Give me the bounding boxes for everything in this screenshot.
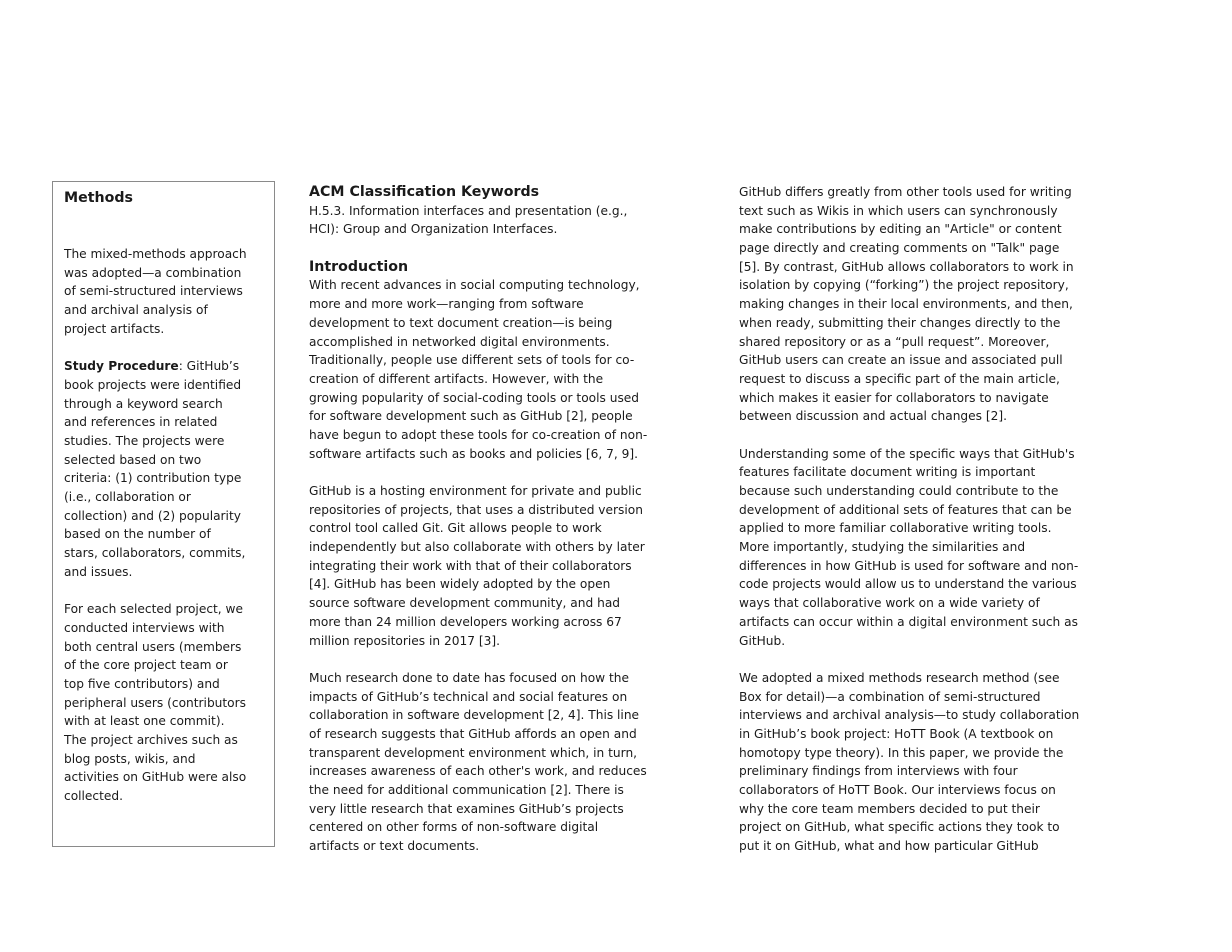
- text-line: [309, 800, 647, 819]
- text-line: [739, 295, 1079, 314]
- text-line: [64, 488, 247, 507]
- text-line: [64, 226, 247, 245]
- line-text: The project archives such as: [64, 732, 238, 747]
- line-text: request to discuss a specific part of the main article,: [739, 371, 1060, 386]
- text-line: [64, 656, 247, 675]
- text-line: [64, 544, 247, 563]
- text-line: [64, 731, 247, 750]
- bold-label: Introduction: [309, 258, 409, 275]
- line-text: control tool called Git. Git allows people to work: [309, 521, 602, 536]
- text-line: [739, 407, 1079, 426]
- text-line: [739, 370, 1079, 389]
- line-text: centered on other forms of non-software digital: [309, 820, 599, 835]
- line-text: H.5.3. Information interfaces and presentation (e.g.,: [309, 203, 628, 218]
- line-text: independently but also collaborate with others by later: [309, 540, 645, 555]
- line-text: GitHub.: [739, 633, 786, 648]
- text-line: [64, 750, 247, 769]
- line-text: homotopy type theory). In this paper, we provide the: [739, 745, 1064, 760]
- line-text: activities on GitHub were also: [64, 770, 247, 785]
- text-line: [64, 507, 247, 526]
- text-line: [739, 538, 1079, 557]
- text-line: [64, 395, 247, 414]
- line-text: project on GitHub, what specific actions they took to: [739, 820, 1060, 835]
- line-text: code projects would allow us to understand the various: [739, 577, 1077, 592]
- text-line: [739, 762, 1079, 781]
- line-text: with at least one commit).: [64, 714, 225, 729]
- line-text: : GitHub’s: [178, 359, 240, 374]
- line-text: We adopted a mixed methods research method (see: [739, 670, 1060, 685]
- line-text: source software development community, and had: [309, 596, 621, 611]
- line-text: have begun to adopt these tools for co-creation of non-: [309, 427, 648, 442]
- text-line: [739, 426, 1079, 445]
- line-text: [4]. GitHub has been widely adopted by the open: [309, 577, 611, 592]
- text-line: [64, 469, 247, 488]
- text-line: [739, 781, 1079, 800]
- text-line: [309, 202, 647, 221]
- line-text: criteria: (1) contribution type: [64, 471, 242, 486]
- text-line: [309, 519, 647, 538]
- text-line: [309, 239, 647, 258]
- text-line: [64, 320, 247, 339]
- line-text: project artifacts.: [64, 321, 165, 336]
- line-text: why the core team members decided to put their: [739, 801, 1040, 816]
- text-line: [309, 295, 647, 314]
- text-line: [739, 333, 1079, 352]
- text-line: [739, 351, 1079, 370]
- line-text: text such as Wikis in which users can synchronously: [739, 203, 1058, 218]
- line-text: collected.: [64, 789, 124, 803]
- text-line: [64, 675, 247, 694]
- line-text: HCI): Group and Organization Interfaces.: [309, 222, 558, 237]
- text-line: [309, 314, 647, 333]
- line-text: development of additional sets of features that can be: [739, 502, 1072, 517]
- line-text: artifacts or text documents.: [309, 839, 480, 854]
- bold-label: ACM Classification Keywords: [309, 184, 540, 200]
- text-line: [739, 220, 1079, 239]
- text-line: [739, 688, 1079, 707]
- text-line: [739, 501, 1079, 520]
- text-line: [739, 557, 1079, 576]
- text-line: [309, 706, 647, 725]
- line-text: Box for detail)—a combination of semi-structured: [739, 689, 1041, 704]
- line-text: For each selected project, we: [64, 602, 244, 617]
- line-text: Much research done to date has focused on how the: [309, 670, 630, 685]
- text-line: [309, 818, 647, 837]
- text-line: [64, 600, 247, 619]
- line-text: applied to more familiar collaborative writing tools.: [739, 521, 1052, 536]
- text-line: [739, 594, 1079, 613]
- text-line: [739, 389, 1079, 408]
- line-text: of research suggests that GitHub affords an open and: [309, 726, 637, 741]
- line-text: based on the number of: [64, 527, 211, 542]
- text-line: [309, 276, 647, 295]
- text-line: [64, 301, 247, 320]
- bold-label: Methods: [64, 190, 133, 206]
- line-text: studies. The projects were: [64, 433, 225, 448]
- line-text: because such understanding could contribute to the: [739, 484, 1059, 498]
- line-text: preliminary findings from interviews with four: [739, 764, 1018, 779]
- text-line: [309, 333, 647, 352]
- line-text: through a keyword search: [64, 396, 223, 411]
- bold-label: Study Procedure: [64, 359, 179, 374]
- text-line: [309, 220, 647, 239]
- line-text: GitHub is a hosting environment for private and public: [309, 484, 642, 498]
- line-text: and references in related: [64, 415, 218, 430]
- line-text: book projects were identified: [64, 377, 242, 392]
- line-text: peripheral users (contributors: [64, 695, 247, 710]
- line-text: more and more work—ranging from software: [309, 297, 584, 312]
- text-line: [739, 632, 1079, 651]
- text-line: [309, 762, 647, 781]
- text-line: [739, 744, 1079, 763]
- line-text: make contributions by editing an "Article" or content: [739, 222, 1062, 237]
- text-line: [309, 389, 647, 408]
- line-text: million repositories in 2017 [3].: [309, 633, 501, 648]
- text-line: [739, 183, 1079, 202]
- line-text: of the core project team or: [64, 658, 228, 673]
- text-line: [739, 314, 1079, 333]
- text-line: [739, 818, 1079, 837]
- text-line: [309, 407, 647, 426]
- line-text: features facilitate document writing is important: [739, 465, 1036, 480]
- line-text: collaborators of HoTT Book. Our interviews focus on: [739, 783, 1056, 797]
- line-text: The mixed-methods approach: [64, 247, 247, 262]
- line-text: creation of different artifacts. However, with the: [309, 371, 604, 386]
- text-line: [64, 525, 247, 544]
- text-line: [309, 688, 647, 707]
- line-text: stars, collaborators, commits,: [64, 546, 246, 561]
- text-line: [64, 581, 247, 600]
- text-line: [739, 650, 1079, 669]
- line-text: accomplished in networked digital environments.: [309, 334, 610, 349]
- text-line: [309, 594, 647, 613]
- line-text: [5]. By contrast, GitHub allows collaborators to work in: [739, 259, 1074, 274]
- text-line: [309, 575, 647, 594]
- text-line: [309, 632, 647, 651]
- line-text: Understanding some of the specific ways that GitHub's: [739, 446, 1075, 461]
- text-line: [739, 258, 1079, 277]
- line-text: very little research that examines GitHub’s projects: [309, 801, 624, 816]
- line-text: was adopted—a combination: [64, 265, 242, 280]
- line-text: repositories of projects, that uses a distributed version: [309, 502, 643, 517]
- line-text: when ready, submitting their changes directly to the: [739, 315, 1061, 330]
- text-line: [309, 557, 647, 576]
- text-line: [64, 563, 247, 582]
- line-text: more than 24 million developers working across 67: [309, 614, 622, 629]
- line-text: More importantly, studying the similarities and: [739, 540, 1026, 555]
- text-line: [739, 239, 1079, 258]
- line-text: and issues.: [64, 564, 133, 579]
- line-text: GitHub users can create an issue and associated pull: [739, 353, 1063, 368]
- line-text: for software development such as GitHub [2], people: [309, 409, 633, 424]
- text-line: [739, 800, 1079, 819]
- text-line: [64, 451, 247, 470]
- line-text: Traditionally, people use different sets of tools for co-: [309, 353, 635, 368]
- line-text: conducted interviews with: [64, 620, 225, 635]
- section-heading: [309, 183, 647, 202]
- text-line: [64, 619, 247, 638]
- line-text: software artifacts such as books and policies [6, 7, 9].: [309, 446, 639, 461]
- text-line: [739, 463, 1079, 482]
- line-text: With recent advances in social computing technology,: [309, 278, 640, 293]
- text-line: [739, 202, 1079, 221]
- text-line: [64, 432, 247, 451]
- line-text: increases awareness of each other's work, and reduces: [309, 764, 647, 779]
- line-text: isolation by copying (“forking”) the project repository,: [739, 278, 1069, 293]
- text-line: [64, 245, 247, 264]
- text-line: [64, 712, 247, 731]
- text-line: [309, 837, 647, 856]
- text-line: [64, 694, 247, 713]
- text-line: [309, 482, 647, 501]
- line-text: artifacts can occur within a digital environment such as: [739, 614, 1078, 629]
- line-text: both central users (members: [64, 639, 242, 654]
- text-line: [64, 208, 247, 227]
- text-line: [309, 501, 647, 520]
- text-line: [309, 669, 647, 688]
- right-column: [739, 183, 1079, 856]
- section-heading: [309, 258, 647, 277]
- text-line: [739, 613, 1079, 632]
- text-line: [64, 264, 247, 283]
- text-line: [739, 276, 1079, 295]
- line-text: impacts of GitHub’s technical and social features on: [309, 689, 628, 704]
- line-text: collection) and (2) popularity: [64, 508, 241, 523]
- text-line: [64, 413, 247, 432]
- line-text: shared repository or as a “pull request”. Moreover,: [739, 334, 1050, 349]
- line-text: development to text document creation—is being: [309, 315, 613, 330]
- line-text: the need for additional communication [2]. There is: [309, 783, 624, 797]
- line-text: differences in how GitHub is used for software and non-: [739, 558, 1079, 573]
- text-line: [64, 357, 247, 376]
- section-heading: [64, 189, 247, 208]
- line-text: GitHub differs greatly from other tools used for writing: [739, 185, 1072, 199]
- text-line: [309, 744, 647, 763]
- text-line: [309, 463, 647, 482]
- line-text: of semi-structured interviews: [64, 284, 243, 299]
- methods-sidebar-text: [64, 189, 247, 806]
- text-line: [309, 538, 647, 557]
- line-text: and archival analysis of: [64, 303, 208, 318]
- text-line: [739, 519, 1079, 538]
- line-text: growing popularity of social-coding tools or tools used: [309, 390, 640, 405]
- line-text: put it on GitHub, what and how particular GitHub: [739, 839, 1039, 854]
- middle-column: [309, 183, 647, 856]
- text-line: [309, 650, 647, 669]
- text-line: [309, 426, 647, 445]
- text-line: [309, 613, 647, 632]
- line-text: interviews and archival analysis—to study collaboration: [739, 708, 1080, 723]
- line-text: selected based on two: [64, 452, 202, 467]
- text-line: [739, 837, 1079, 856]
- text-line: [64, 282, 247, 301]
- line-text: between discussion and actual changes [2].: [739, 409, 1008, 424]
- text-line: [739, 482, 1079, 501]
- text-line: [64, 787, 247, 806]
- line-text: collaboration in software development [2, 4]. This line: [309, 708, 640, 723]
- line-text: ways that collaborative work on a wide variety of: [739, 596, 1040, 611]
- text-line: [64, 638, 247, 657]
- text-line: [64, 768, 247, 787]
- line-text: top five contributors) and: [64, 676, 220, 691]
- line-text: blog posts, wikis, and: [64, 751, 196, 766]
- line-text: page directly and creating comments on "Talk" page: [739, 241, 1060, 256]
- text-line: [309, 725, 647, 744]
- text-line: [64, 339, 247, 358]
- line-text: (i.e., collaboration or: [64, 490, 191, 504]
- line-text: making changes in their local environments, and then,: [739, 297, 1073, 312]
- line-text: integrating their work with that of their collaborators: [309, 558, 632, 573]
- line-text: in GitHub’s book project: HoTT Book (A textbook on: [739, 726, 1054, 741]
- text-line: [309, 370, 647, 389]
- text-line: [309, 781, 647, 800]
- line-text: transparent development environment which, in turn,: [309, 745, 638, 760]
- text-line: [309, 351, 647, 370]
- text-line: [739, 706, 1079, 725]
- text-line: [739, 575, 1079, 594]
- text-line: [739, 725, 1079, 744]
- text-line: [739, 669, 1079, 688]
- text-line: [309, 445, 647, 464]
- text-line: [739, 445, 1079, 464]
- line-text: which makes it easier for collaborators to navigate: [739, 390, 1049, 405]
- text-line: [64, 376, 247, 395]
